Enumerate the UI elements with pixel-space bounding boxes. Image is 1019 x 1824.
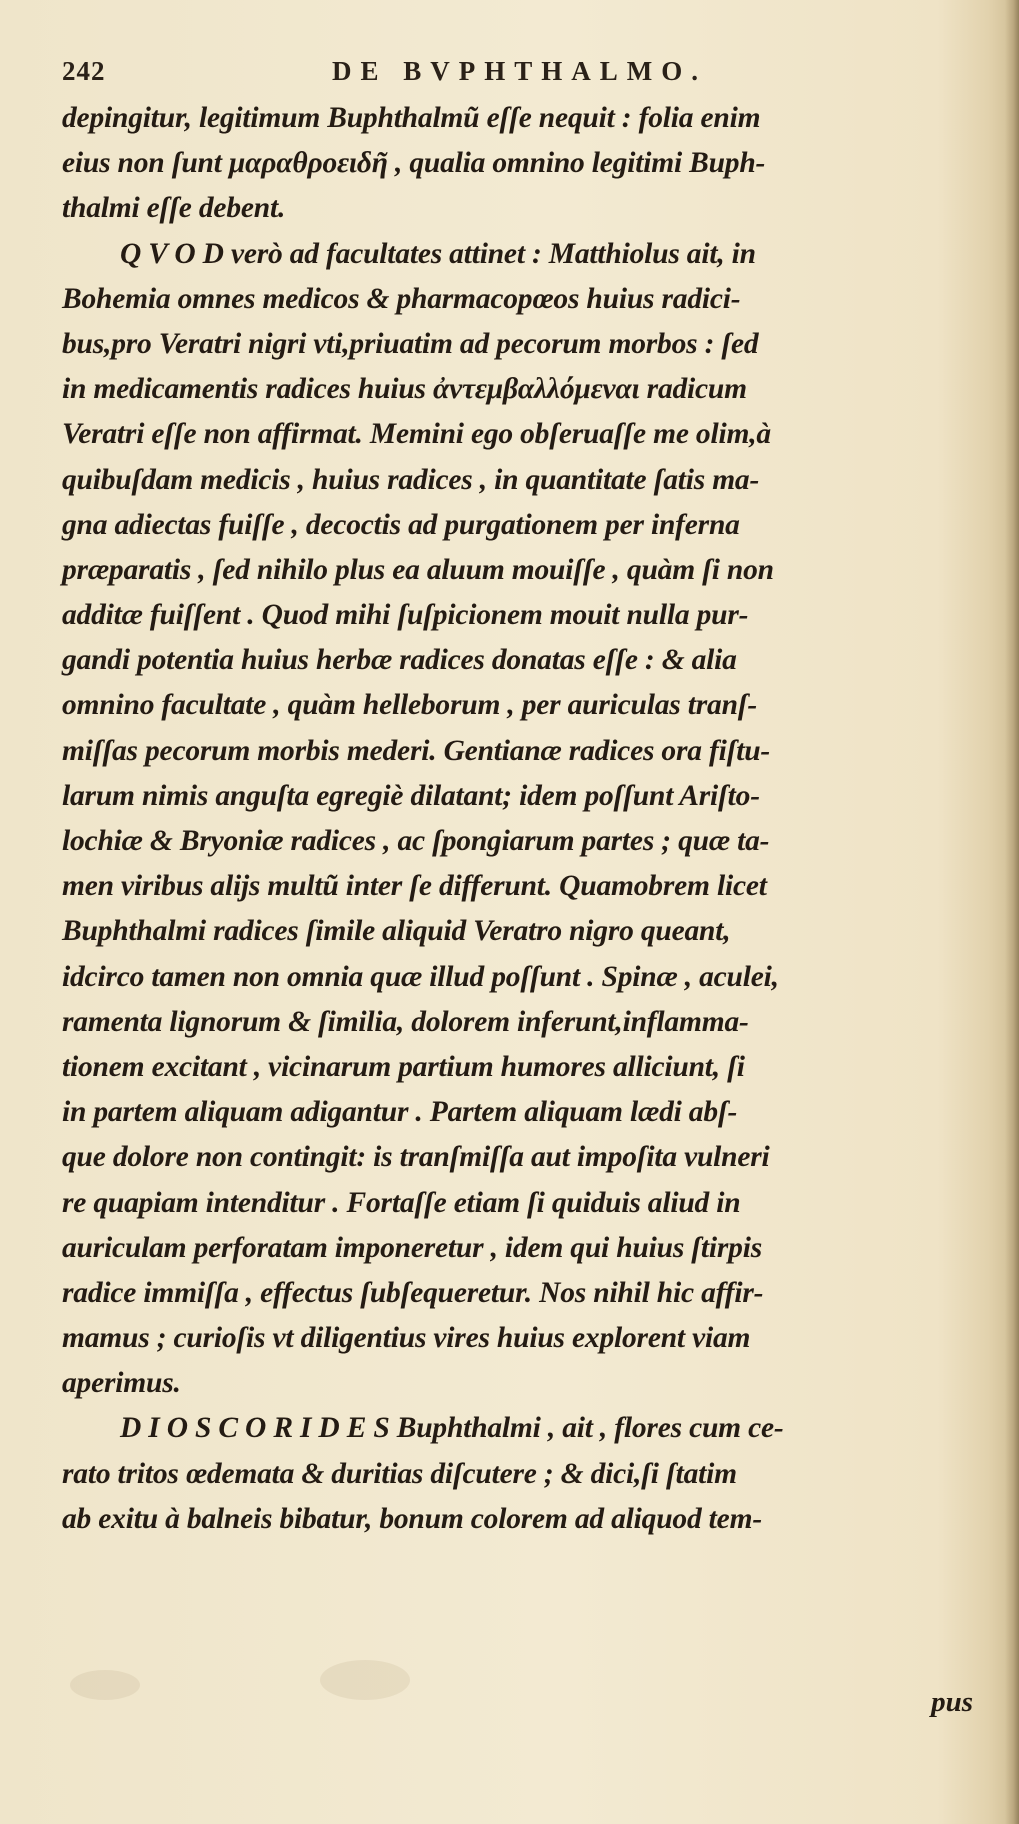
text-line: larum nimis anguſta egregiè dilatant; idem poſſunt Ariſto- bbox=[62, 779, 760, 812]
text-line: thalmi eſſe debent. bbox=[62, 192, 286, 225]
text-line: gandi potentia huius herbæ radices donatas eſſe : & alia bbox=[62, 644, 737, 677]
text-line: depingitur, legitimum Buphthalmũ eſſe nequit : folia enim bbox=[62, 102, 761, 134]
body-text bbox=[62, 96, 962, 1542]
catchword: pus bbox=[931, 1686, 973, 1718]
text-line: tionem excitant , vicinarum partium humores alliciunt, ſi bbox=[62, 1050, 745, 1083]
text-line: auriculam perforatam imponeretur , idem qui huius ſtirpis bbox=[62, 1231, 762, 1264]
text-line: mamus ; curioſis vt diligentius vires huius explorent viam bbox=[62, 1322, 751, 1355]
running-title: DE BVPHTHALMO. bbox=[332, 56, 708, 86]
text-line: Buphthalmi radices ſimile aliquid Veratro nigro queant, bbox=[62, 915, 731, 948]
text-line: bus,pro Veratri nigri vti,priuatim ad pecorum morbos : ſed bbox=[62, 327, 759, 360]
text-line: in partem aliquam adigantur . Partem aliquam lædi abſ- bbox=[62, 1096, 738, 1129]
text-line: Q V O D verò ad facultates attinet : Matthiolus ait, in bbox=[120, 237, 756, 270]
text-line: præparatis , ſed nihilo plus ea aluum mouiſſe , quàm ſi non bbox=[62, 553, 774, 586]
text-line: aperimus. bbox=[62, 1367, 181, 1400]
paper-stain bbox=[320, 1660, 410, 1700]
text-line: Bohemia omnes medicos & pharmacopœos huius radici- bbox=[62, 282, 741, 315]
text-line: que dolore non contingit: is tranſmiſſa aut impoſita vulneri bbox=[62, 1141, 770, 1174]
text-line: eius non ſunt μαραθροειδῆ , qualia omnino legitimi Buph- bbox=[62, 147, 766, 180]
text-line: omnino facultate , quàm helleborum , per auriculas tranſ- bbox=[62, 689, 758, 722]
page-number: 242 bbox=[62, 56, 106, 86]
text-line: idcirco tamen non omnia quæ illud poſſunt . Spinæ , aculei, bbox=[62, 960, 779, 993]
text-line: miſſas pecorum morbis mederi. Gentianæ radices ora fiſtu- bbox=[62, 734, 771, 767]
text-line: radice immiſſa , effectus ſubſequeretur. Nos nihil hic affir- bbox=[62, 1276, 764, 1309]
text-line: lochiæ & Bryoniæ radices , ac ſpongiarum partes ; quæ ta- bbox=[62, 825, 770, 857]
page-gutter-shadow bbox=[1005, 0, 1019, 1824]
text-line: gna adiectas fuiſſe , decoctis ad purgationem per inferna bbox=[62, 508, 740, 541]
text-line: re quapiam intenditur . Fortaſſe etiam ſi quiduis aliud in bbox=[62, 1186, 741, 1219]
page-header bbox=[62, 52, 822, 96]
text-line: ab exitu à balneis bibatur, bonum colorem ad aliquod tem- bbox=[62, 1502, 762, 1535]
text-line: men viribus alijs multũ inter ſe differunt. Quamobrem licet bbox=[62, 870, 767, 903]
text-line: Veratri eſſe non affirmat. Memini ego obſeruaſſe me olim,à bbox=[62, 418, 771, 451]
text-line: ramenta lignorum & ſimilia, dolorem inferunt,inflamma- bbox=[62, 1005, 749, 1038]
text-line: rato tritos œdemata & duritias diſcutere ; & dici,ſi ſtatim bbox=[62, 1457, 737, 1490]
text-line: additæ fuiſſent . Quod mihi ſuſpicionem mouit nulla pur- bbox=[62, 599, 749, 632]
text-line: in medicamentis radices huius ἀντεμβαλλόμεναι radicum bbox=[62, 373, 747, 406]
text-line: quibuſdam medicis , huius radices , in quantitate ſatis ma- bbox=[62, 463, 760, 496]
paper-stain bbox=[70, 1670, 140, 1700]
text-line: D I O S C O R I D E S Buphthalmi , ait , flores cum ce- bbox=[120, 1412, 784, 1445]
